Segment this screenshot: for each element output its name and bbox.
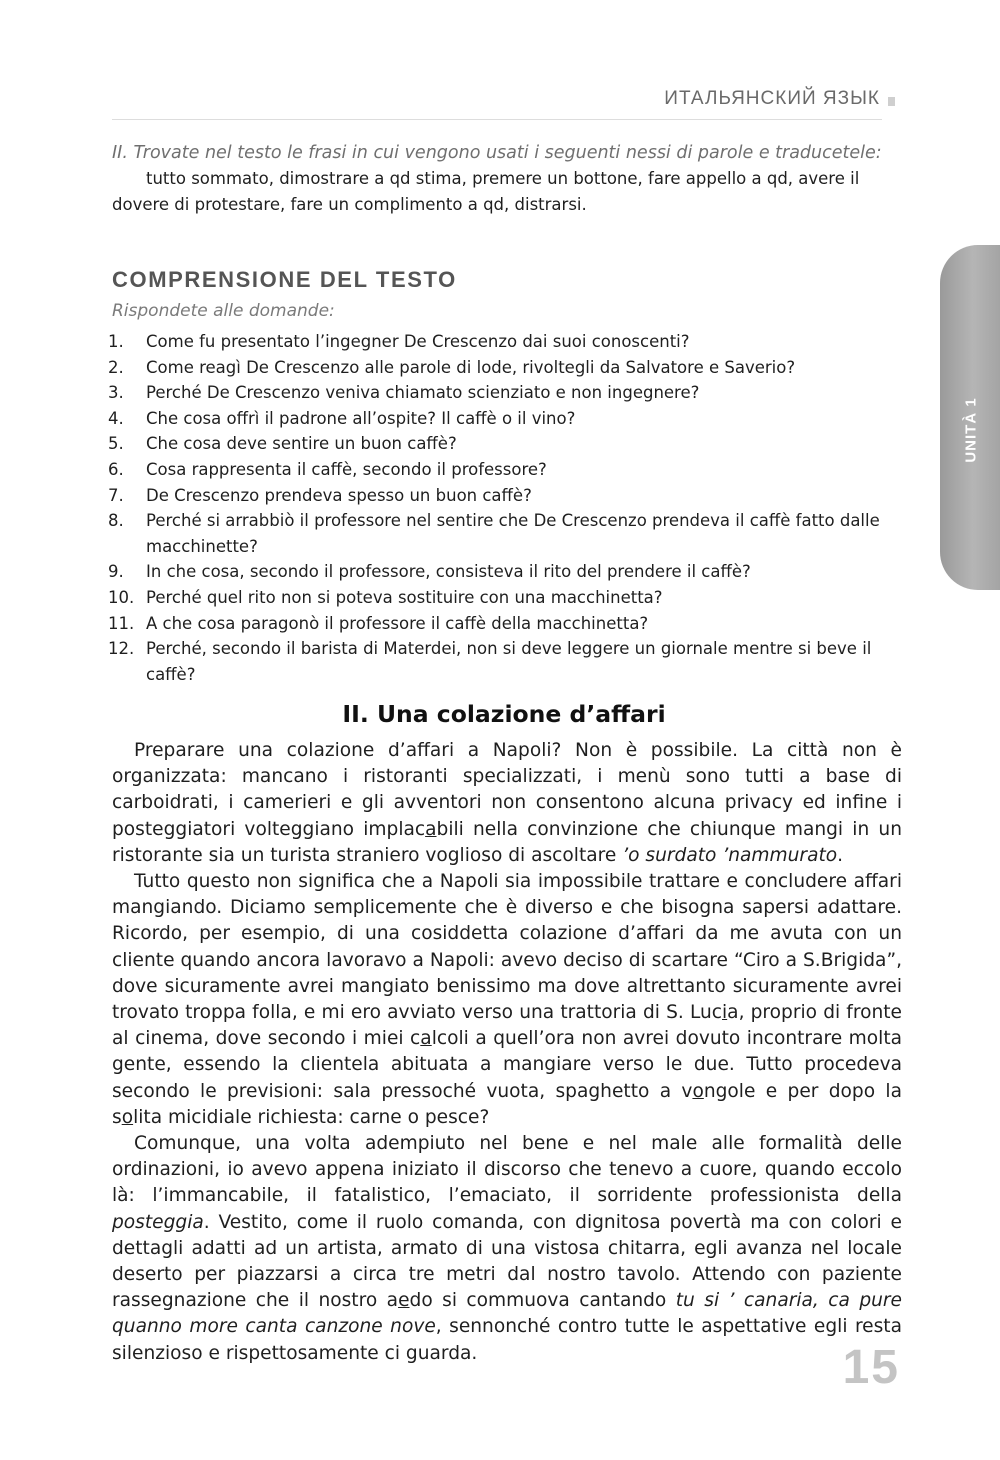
question-list	[108, 329, 908, 687]
page-number: 15	[842, 1341, 900, 1394]
exercise-block	[112, 141, 900, 218]
question-number: 6.	[108, 459, 124, 479]
comprehension-subtitle: Rispondete alle domande:	[112, 301, 335, 321]
running-header: ИТАЛЬЯНСКИЙ ЯЗЫК	[664, 88, 880, 109]
question-item	[108, 355, 908, 381]
question-number: 2.	[108, 357, 124, 377]
question-text: Che cosa deve sentire un buon caffè?	[146, 434, 457, 454]
paragraph-2: Tutto questo non significa che a Napoli sia impossibile trattare e concludere affari mangiando. Diciamo semplicemente che è diverso e che bisogna sapersi adattare. Ricordo, per esempio, di una cosiddetta colazione d’affari da me avuta con un cliente quando ancora lavoravo a Napoli: avevo deciso di scartare “Ciro a S.Brigida”, dove sicuramente avrei mangiato benissimo ma dove altrettanto sicuramente avrei trovato troppa folla, e mi ero avviato verso una trattoria di S. Lucia, proprio di fronte al cinema, dove secondo i miei calcoli a quell’ora non avrei dovuto incontrare molta gente, essendo la clientela abituata a mangiare verso le due. Tutto procedeva secondo le previsioni: sala pressoché vuota, spaghetto a vongole e per dopo la solita micidiale richiesta: carne o pesce?	[112, 871, 903, 1128]
exercise-title: II. Trovate nel testo le frasi in cui vengono usati i seguenti nessi di parole e traducetele:	[112, 143, 882, 163]
question-text: Che cosa offrì il padrone all’ospite? Il caffè o il vino?	[146, 408, 576, 428]
question-item	[108, 559, 908, 585]
question-text: Perché De Crescenzo veniva chiamato scienziato e non ingegnere?	[146, 383, 700, 403]
question-item	[108, 508, 908, 559]
question-item	[108, 380, 908, 406]
question-item	[108, 585, 908, 611]
question-text: Come fu presentato l’ingegner De Crescenzo dai suoi conoscenti?	[146, 332, 690, 351]
question-number: 8.	[108, 511, 124, 531]
question-item	[108, 329, 908, 355]
question-text: De Crescenzo prendeva spesso un buon caffè?	[146, 485, 532, 505]
question-number: 10.	[108, 587, 135, 607]
question-number: 3.	[108, 383, 124, 403]
question-number: 4.	[108, 408, 124, 428]
question-text: A che cosa paragonò il professore il caffè della macchinetta?	[146, 613, 649, 633]
question-text: Cosa rappresenta il caffè, secondo il professore?	[146, 459, 547, 479]
chapter-title: II. Una colazione d’affari	[342, 700, 666, 728]
question-item	[108, 483, 908, 509]
question-item	[108, 457, 908, 483]
paragraph-3: Comunque, una volta adempiuto nel bene e nel male alle formalità delle ordinazioni, io avevo appena iniziato il discorso che tenevo a cuore, quando eccolo là: l’immancabile, il fatalistico, l’emaciato, il sorridente professionista della posteggia. Vestito, come il ruolo comanda, con dignitosa povertà ma con colori e dettagli adatti ad un artista, armato di una vistosa chitarra, egli avanza nel locale deserto per piazzarsi a circa tre metri dal nostro tavolo. Attendo con paziente rassegnazione che il nostro aedo si commuova cantando tu si ’ canaria, ca pure quanno more canta canzone nove, sennonché contro tutte le aspettative egli resta silenzioso e rispettosamente ci guarda.	[112, 1133, 902, 1364]
comprehension-title: COMPRENSIONE DEL TESTO	[112, 267, 457, 292]
question-number: 5.	[108, 434, 124, 454]
question-item	[108, 611, 908, 637]
question-item	[108, 636, 908, 687]
header-rule	[112, 119, 882, 120]
question-number: 1.	[108, 332, 124, 351]
question-text: Perché si arrabbiò il professore nel sentire che De Crescenzo prendeva il caffè fatto dalle macchinette?	[146, 511, 880, 556]
question-number: 12.	[108, 639, 135, 659]
question-number: 11.	[108, 613, 135, 633]
question-text: Perché, secondo il barista di Materdei, non si deve leggere un giornale mentre si beve il caffè?	[146, 639, 872, 684]
question-number: 9.	[108, 562, 124, 582]
question-text: Perché quel rito non si poteva sostituire con una macchinetta?	[146, 587, 663, 607]
unit-tab-label: UNITÀ 1	[962, 397, 980, 463]
question-number: 7.	[108, 485, 124, 505]
question-item	[108, 431, 908, 457]
header-marker	[888, 97, 895, 106]
question-text: Come reagì De Crescenzo alle parole di lode, rivoltegli da Salvatore e Saverio?	[146, 357, 796, 377]
reading-text	[112, 738, 902, 1367]
paragraph-1: Preparare una colazione d’affari a Napoli? Non è possibile. La città non è organizzata: mancano i ristoranti specializzati, i menù sono tutti a base di carboidrati, i camerieri e gli avventori non consentono alcuna privacy ed infine i posteggiatori volteggiano implacabili nella convinzione che chiunque mangi in un ristorante sia un turista straniero voglioso di ascoltare ’o surdato ’nammurato.	[112, 740, 903, 866]
question-text: In che cosa, secondo il professore, consisteva il rito del prendere il caffè?	[146, 562, 751, 582]
question-item	[108, 406, 908, 432]
exercise-body: tutto sommato, dimostrare a qd stima, premere un bottone, fare appello a qd, avere il dovere di protestare, fare un complimento a qd, distrarsi.	[112, 169, 860, 214]
